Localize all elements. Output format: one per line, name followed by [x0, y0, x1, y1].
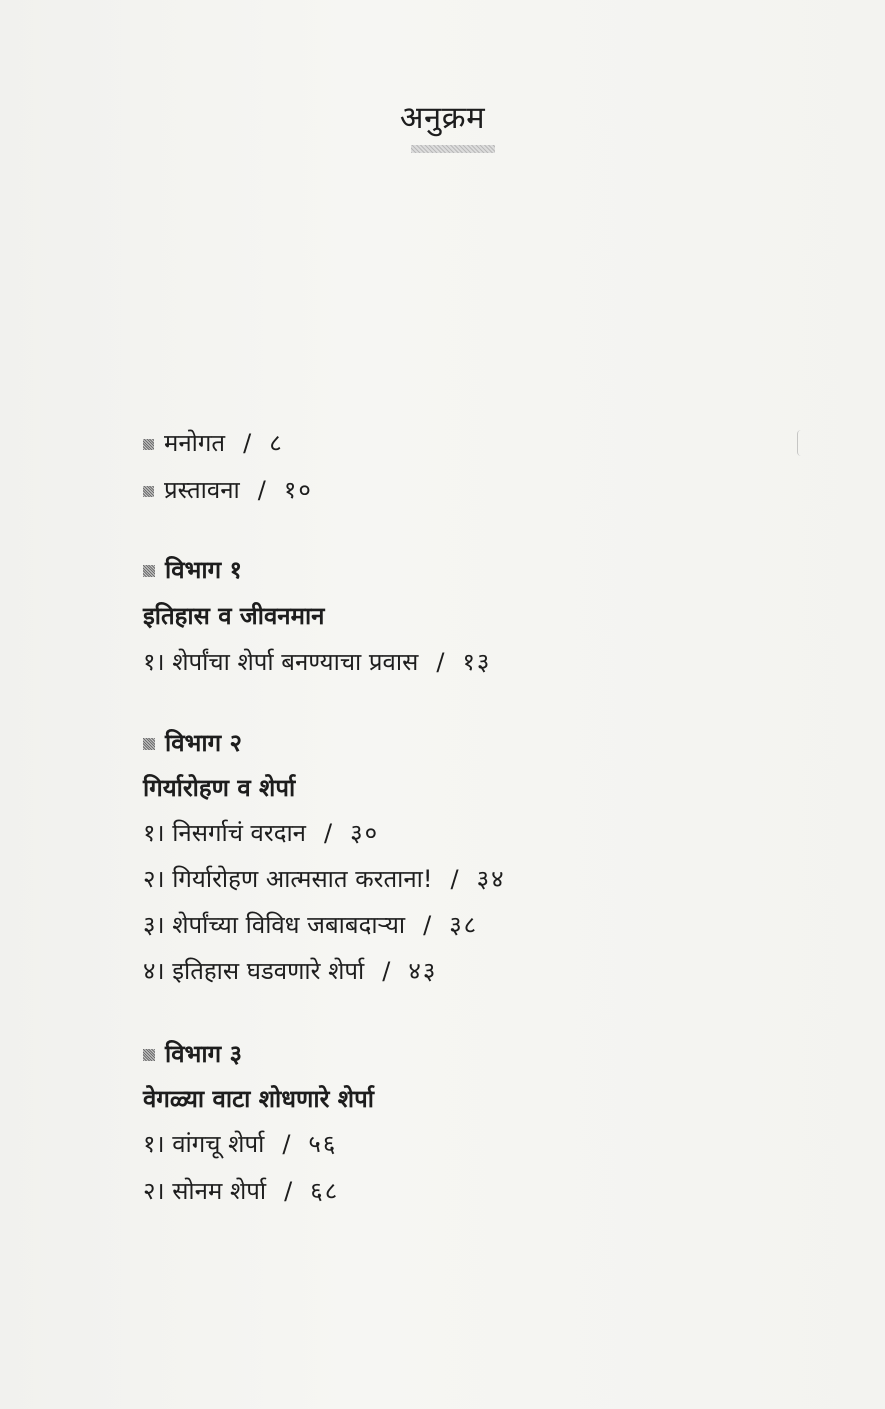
separator: /	[284, 1177, 293, 1205]
toc-entry-page: १०	[283, 476, 313, 504]
toc-entry-chapter[interactable]	[143, 956, 437, 986]
section-label: विभाग २	[165, 729, 242, 757]
bullet-icon	[143, 1049, 155, 1061]
toc-entry-label: १। वांगचू शेर्पा	[143, 1130, 265, 1158]
toc-entry-page: ८	[269, 429, 284, 457]
toc-entry-manogat[interactable]	[143, 428, 284, 458]
toc-entry-page: ३४	[476, 865, 506, 893]
bullet-icon	[143, 738, 155, 750]
toc-entry-chapter[interactable]	[143, 1176, 339, 1206]
toc-entry-page: ३०	[350, 819, 380, 847]
section-label: विभाग १	[165, 556, 242, 584]
toc-entry-chapter[interactable]	[143, 647, 491, 677]
toc-entry-label: प्रस्तावना	[164, 476, 240, 504]
toc-entry-chapter[interactable]	[143, 818, 379, 848]
toc-entry-label: २। सोनम शेर्पा	[143, 1177, 267, 1205]
toc-entry-chapter[interactable]	[143, 910, 478, 940]
separator: /	[423, 911, 432, 939]
bullet-icon	[143, 439, 154, 450]
toc-entry-chapter[interactable]	[143, 864, 506, 894]
section-label: विभाग ३	[165, 1040, 242, 1068]
page-title: अनुक्रम	[399, 100, 486, 136]
title-underline	[411, 145, 495, 153]
toc-entry-prastavana[interactable]	[143, 475, 313, 505]
toc-entry-page: १३	[462, 648, 492, 676]
toc-entry-page: ५६	[308, 1130, 338, 1158]
section-label-3	[143, 1039, 242, 1069]
toc-entry-chapter[interactable]	[143, 1129, 337, 1159]
toc-entry-label: ३। शेर्पांच्या विविध जबाबदाऱ्या	[143, 911, 406, 939]
toc-entry-label: २। गिर्यारोहण आत्मसात करताना!	[143, 865, 433, 893]
separator: /	[324, 819, 333, 847]
separator: /	[257, 476, 266, 504]
separator: /	[282, 1130, 291, 1158]
toc-entry-label: १। शेर्पांचा शेर्पा बनण्याचा प्रवास	[143, 648, 419, 676]
toc-entry-page: ६८	[310, 1177, 340, 1205]
section-heading-2: गिर्यारोहण व शेर्पा	[143, 774, 296, 802]
separator: /	[382, 957, 391, 985]
separator: /	[243, 429, 252, 457]
separator: /	[436, 648, 445, 676]
bullet-icon	[143, 565, 155, 577]
toc-entry-label: मनोगत	[164, 429, 226, 457]
section-label-2	[143, 728, 242, 758]
section-heading-1: इतिहास व जीवनमान	[143, 602, 325, 630]
section-heading-3: वेगळ्या वाटा शोधणारे शेर्पा	[143, 1085, 374, 1113]
toc-entry-page: ४३	[408, 957, 438, 985]
toc-entry-label: १। निसर्गाचं वरदान	[143, 819, 307, 847]
toc-entry-page: ३८	[449, 911, 479, 939]
paper-mark	[797, 430, 803, 456]
bullet-icon	[143, 486, 154, 497]
separator: /	[450, 865, 459, 893]
toc-entry-label: ४। इतिहास घडवणारे शेर्पा	[143, 957, 365, 985]
section-label-1	[143, 555, 242, 585]
